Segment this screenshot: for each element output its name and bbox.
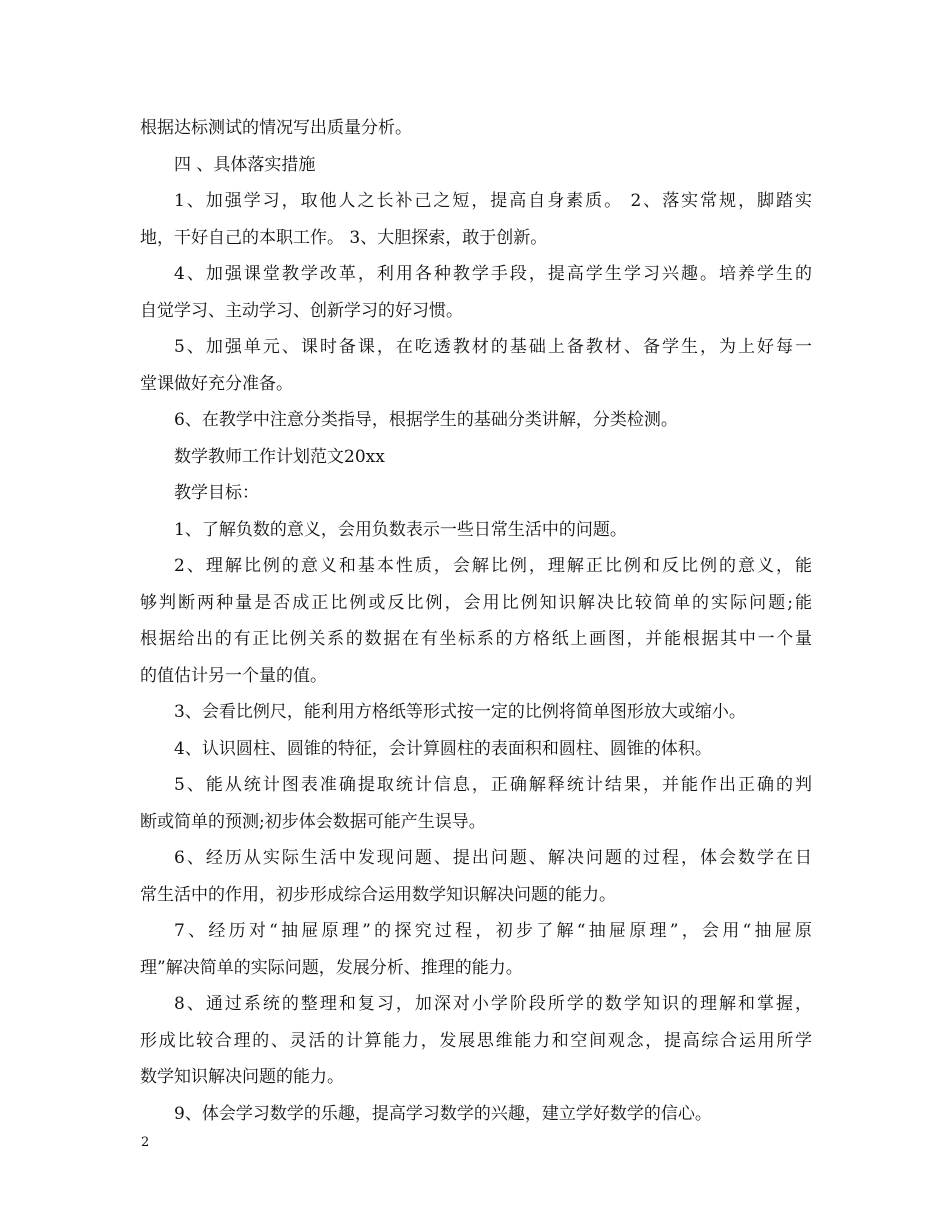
text-line: 的值估计另一个量的值。 [140, 665, 327, 686]
document-body [140, 110, 812, 1132]
text-line: 2、理解比例的意义和基本性质，会解比例，理解正比例和反比例的意义，能 [174, 556, 812, 576]
text-line: 理”解决简单的实际问题，发展分析、推理的能力。 [140, 957, 523, 978]
text-line: 1、加强学习，取他人之长补己之短，提高自身素质。 2、落实常规，脚踏实 [174, 191, 812, 211]
text-line: 自觉学习、主动学习、创新学习的好习惯。 [140, 300, 463, 321]
text-line: 3、会看比例尺，能利用方格纸等形式按一定的比例将简单图形放大或缩小。 [174, 702, 746, 722]
page-number: 2 [141, 1135, 150, 1150]
text-line: 7、经历对“抽屉原理”的探究过程，初步了解“抽屉原理”，会用“抽屉原 [174, 921, 812, 941]
text-line: 数学教师工作计划范文20xx [174, 446, 385, 467]
text-line: 地，干好自己的本职工作。 3、大胆探索，敢于创新。 [140, 227, 548, 248]
text-line: 5、能从统计图表准确提取统计信息，正确解释统计结果，并能作出正确的判 [174, 775, 812, 795]
text-line: 常生活中的作用，初步形成综合运用数学知识解决问题的能力。 [140, 884, 616, 905]
text-line: 6、在教学中注意分类指导，根据学生的基础分类讲解，分类检测。 [174, 410, 678, 430]
text-line: 够判断两种量是否成正比例或反比例，会用比例知识解决比较简单的实际问题;能 [140, 592, 812, 613]
text-line: 4、认识圆柱、圆锥的特征，会计算圆柱的表面积和圆柱、圆锥的体积。 [174, 738, 712, 759]
text-line: 四 、具体落实措施 [174, 154, 316, 175]
text-line: 6、经历从实际生活中发现问题、提出问题、解决问题的过程，体会数学在日 [174, 848, 812, 868]
text-line: 4、加强课堂教学改革，利用各种教学手段，提高学生学习兴趣。培养学生的 [174, 264, 812, 284]
text-line: 1、了解负数的意义，会用负数表示一些日常生活中的问题。 [174, 519, 627, 540]
text-line: 数学知识解决问题的能力。 [140, 1067, 344, 1087]
text-line: 根据给出的有正比例关系的数据在有坐标系的方格纸上画图，并能根据其中一个量 [140, 629, 812, 649]
text-line: 9、体会学习数学的乐趣，提高学习数学的兴趣，建立学好数学的信心。 [174, 1103, 712, 1124]
text-line: 5、加强单元、课时备课，在吃透教材的基础上备教材、备学生，为上好每一 [174, 337, 812, 357]
text-line: 堂课做好充分准备。 [140, 373, 293, 394]
text-line: 教学目标： [174, 483, 259, 503]
text-line: 根据达标测试的情况写出质量分析。 [140, 118, 412, 138]
text-line: 8、通过系统的整理和复习，加深对小学阶段所学的数学知识的理解和掌握， [174, 994, 812, 1014]
text-line: 断或简单的预测;初步体会数据可能产生误导。 [140, 811, 486, 832]
text-line: 形成比较合理的、灵活的计算能力，发展思维能力和空间观念，提高综合运用所学 [140, 1030, 812, 1051]
